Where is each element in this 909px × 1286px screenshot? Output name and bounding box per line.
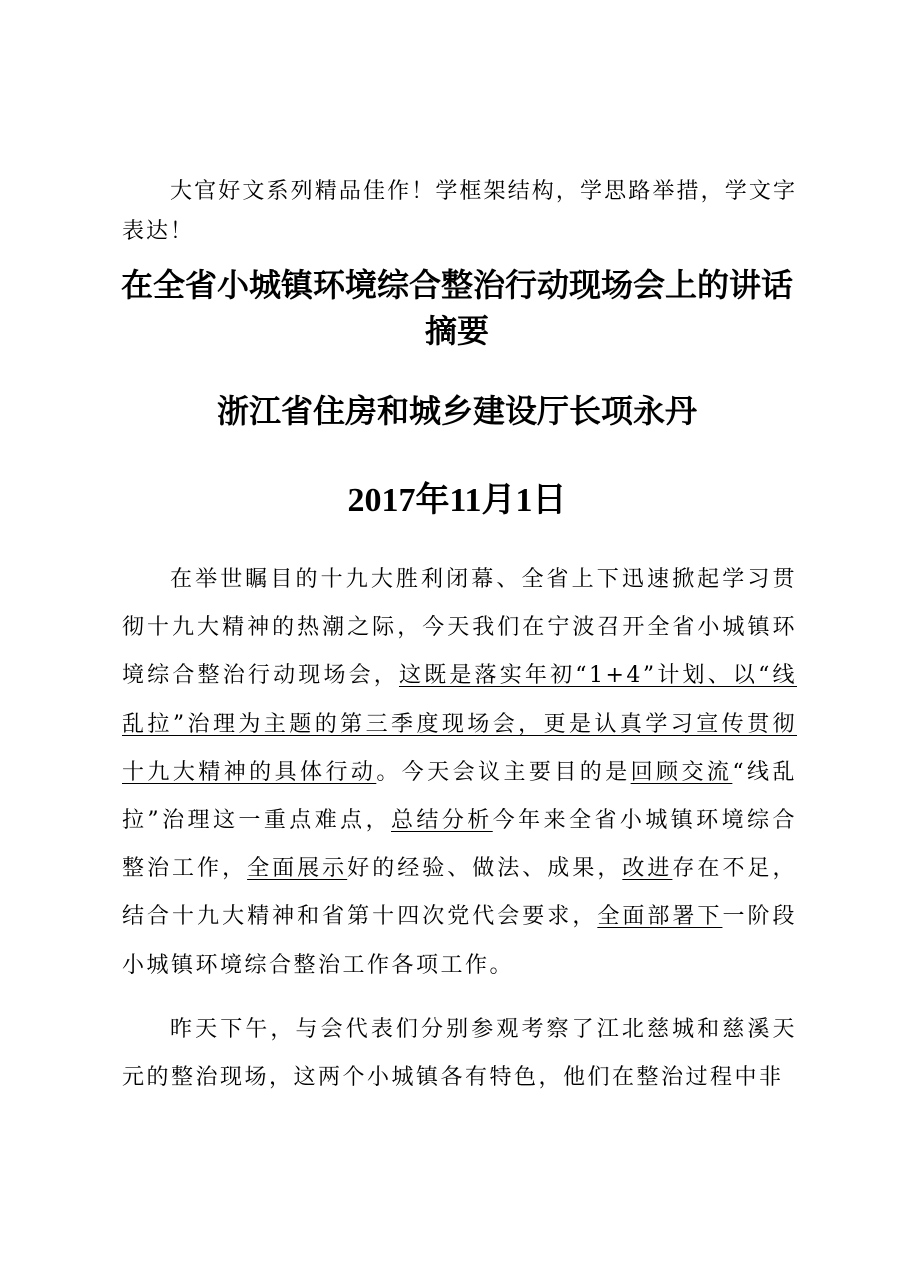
date-line: 2017年11月1日 (347, 482, 567, 519)
text-segment: 存在不足，结合十九大精神和省第十四次党代会要求， (122, 856, 797, 930)
text-segment: “线乱拉”治理这一重点难点， (122, 759, 797, 834)
text-segment: 好的经验、做法、成果， (347, 856, 623, 882)
text-segment: 一阶段小城镇环境综合整治工作各项工作。 (122, 904, 797, 978)
text-segment: 在举世瞩目的十九大胜利闭幕、全省上下迅速掀起学习贯彻十九大精神的热潮之际，今天我们在宁波召开全省小城镇环境综合整治行动现场会， (122, 567, 797, 689)
intro-text: 大官好文系列精品佳作！学框架结构，学思路举措，学文字表达！ (122, 179, 797, 244)
document-title: 在全省小城镇环境综合整治行动现场会上的讲话摘要 (120, 266, 793, 350)
text-segment: 。今天会议主要目的是 (376, 759, 631, 785)
underlined-phrase: 这既是落实年初“1+4”计划、以“线乱拉”治理为主题的第三季度现场会，更是认真学习宣传贯彻十九大精神的具体行动 (122, 663, 797, 785)
author-line: 浙江省住房和城乡建设厅长项永丹 (216, 392, 697, 430)
text-segment: 今年来全省小城镇环境综合整治工作， (122, 808, 797, 882)
body-paragraph-1 (122, 556, 797, 990)
underlined-phrase: 全面部署下 (597, 904, 723, 930)
underlined-phrase: 全面展示 (247, 856, 348, 882)
underlined-phrase: 回顾交流 (630, 759, 733, 785)
underlined-phrase: 总结分析 (391, 808, 493, 834)
body-paragraph-2: 昨天下午，与会代表们分别参观考察了江北慈城和慈溪天元的整治现场，这两个小城镇各有特色，他们在整治过程中非 (122, 1017, 797, 1091)
underlined-phrase: 改进 (622, 856, 673, 882)
